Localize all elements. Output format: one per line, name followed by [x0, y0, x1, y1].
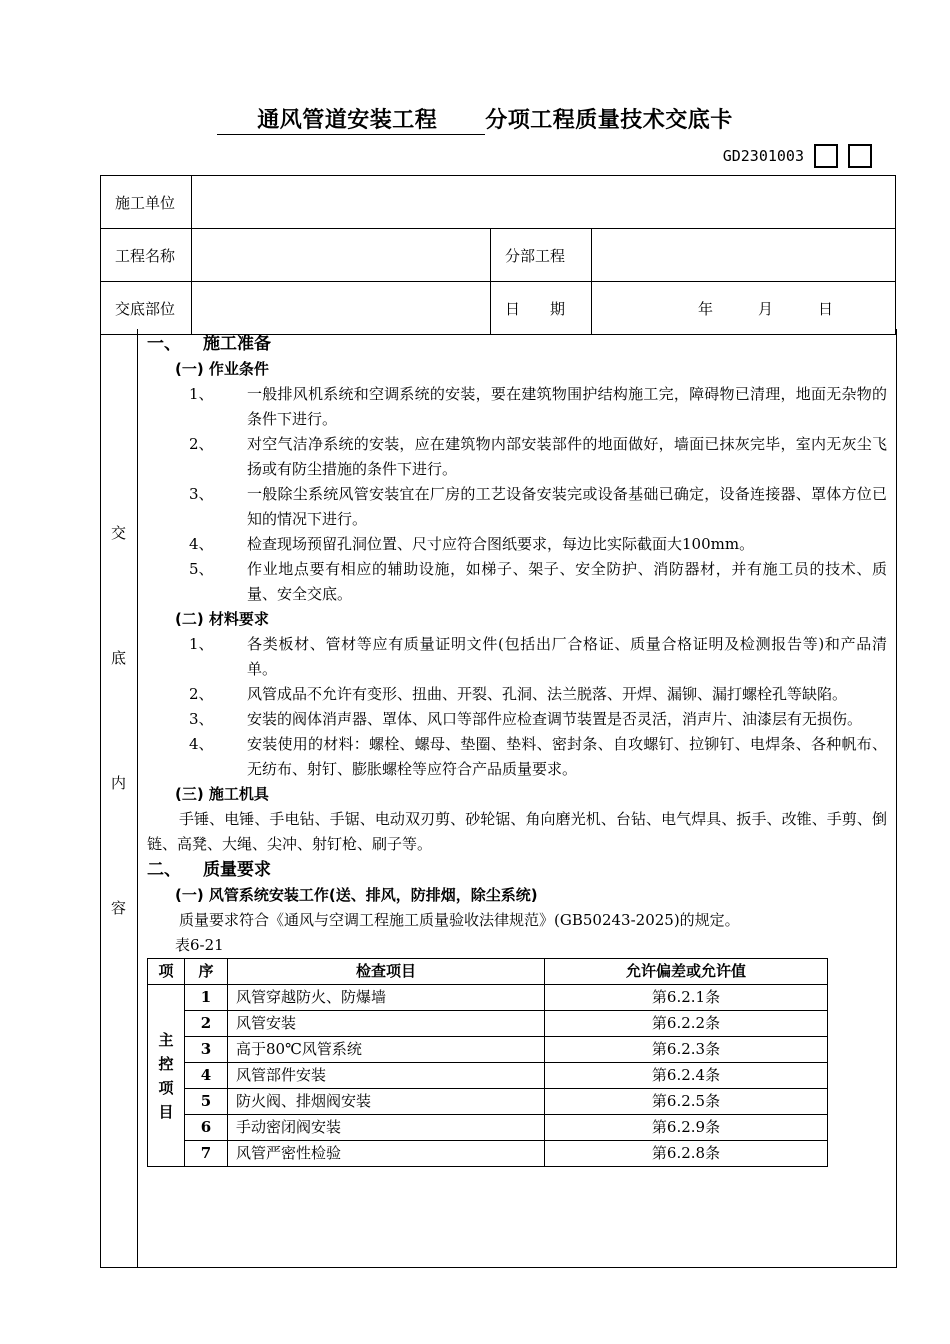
list-item: 2、 风管成品不允许有变形、扭曲、开裂、孔洞、法兰脱落、开焊、漏铆、漏打螺栓孔等缺陷。 [189, 685, 848, 703]
standard-paragraph: 质量要求符合《通风与空调工程施工质量验收法律规范》(GB50243-2025)的规定。 [179, 911, 740, 929]
division-field[interactable] [592, 229, 896, 282]
table-row: 6 手动密闭阀安装 第6.2.9条 [148, 1115, 828, 1141]
section-2-heading: 二、 质量要求 [147, 860, 271, 880]
list-item: 4、 安装使用的材料：螺栓、螺母、垫圈、垫料、密封条、自攻螺钉、拉铆钉、电焊条、各种帆布、无纺布、射钉、膨胀螺栓等应符合产品质量要求。 [189, 735, 887, 778]
side-char-1: 交 [110, 524, 126, 542]
document-code: GD2301003 [722, 147, 804, 165]
group-label-text: 主 控 项 目 [158, 1030, 174, 1121]
checkbox-1[interactable] [814, 144, 838, 168]
group-label [148, 985, 185, 1167]
list-item: 1、 各类板材、管材等应有质量证明文件(包括出厂合格证、质量合格证明及检测报告等)和产品清单。 [189, 635, 887, 678]
list-item: 1、 一般排风机系统和空调系统的安装，要在建筑物围护结构施工完，障碍物已清理，地面无杂物的条件下进行。 [189, 385, 887, 428]
document-title [0, 103, 950, 135]
table-row: 4 风管部件安装 第6.2.4条 [148, 1063, 828, 1089]
unit-field[interactable] [192, 176, 896, 229]
col-header: 允许偏差或允许值 [545, 959, 828, 985]
division-label: 分部工程 [491, 229, 592, 282]
section-1a-heading: (一) 作业条件 [175, 360, 269, 378]
table-row: 主 控 项 目 1 风管穿越防火、防爆墙 第6.2.1条 [148, 985, 828, 1011]
list-item: 3、 安装的阀体消声器、罩体、风口等部件应检查调节装置是否灵活，消声片、油漆层有无损伤。 [189, 710, 863, 728]
section-1-heading: 一、 施工准备 [147, 334, 271, 354]
table-row: 5 防火阀、排烟阀安装 第6.2.5条 [148, 1089, 828, 1115]
project-title: 通风管道安装工程 [217, 103, 485, 135]
date-label: 日 期 [491, 282, 592, 335]
project-field[interactable] [192, 229, 491, 282]
table-label: 表6-21 [175, 936, 224, 954]
list-item: 3、 一般除尘系统风管安装宜在厂房的工艺设备安装完或设备基础已确定，设备连接器、罩体方位已知的情况下进行。 [189, 485, 887, 528]
col-header: 项 [148, 959, 185, 985]
title-suffix: 分项工程质量技术交底卡 [485, 108, 733, 133]
content [147, 331, 887, 1167]
table-row: 2 风管安装 第6.2.2条 [148, 1011, 828, 1037]
project-label: 工程名称 [101, 229, 192, 282]
table-row: 7 风管严密性检验 第6.2.8条 [148, 1141, 828, 1167]
side-char-4: 容 [110, 899, 126, 917]
list-item: 5、 作业地点要有相应的辅助设施，如梯子、架子、安全防护、消防器材，并有施工员的技术、质量、安全交底。 [189, 560, 887, 603]
checkbox-2[interactable] [848, 144, 872, 168]
col-header: 检查项目 [228, 959, 545, 985]
section-2a-heading: (一) 风管系统安装工作(送、排风，防排烟，除尘系统) [175, 886, 538, 904]
section-1c-heading: (三) 施工机具 [175, 785, 269, 803]
list-item: 4、 检查现场预留孔洞位置、尺寸应符合图纸要求，每边比实际截面大100mm。 [189, 535, 755, 553]
side-char-3: 内 [110, 774, 126, 792]
location-label: 交底部位 [101, 282, 192, 335]
col-header: 序 [185, 959, 228, 985]
location-field[interactable] [192, 282, 491, 335]
table-row: 3 高于80℃风管系统 第6.2.3条 [148, 1037, 828, 1063]
side-label [100, 329, 138, 1267]
section-1b-heading: (二) 材料要求 [175, 610, 269, 628]
document-code-row [723, 144, 872, 168]
unit-label: 施工单位 [101, 176, 192, 229]
list-item: 2、 对空气洁净系统的安装，应在建筑物内部安装部件的地面做好，墙面已抹灰完毕，室内无灰尘飞扬或有防尘措施的条件下进行。 [189, 435, 887, 478]
date-field[interactable]: 年 月 日 [592, 282, 896, 335]
header-table [100, 175, 896, 335]
tools-paragraph: 手锤、电锤、手电钻、手锯、电动双刃剪、砂轮锯、角向磨光机、台钻、电气焊具、扳手、改锥、手剪、倒链、高凳、大绳、尖冲、射钉枪、刷子等。 [147, 810, 887, 853]
side-char-2: 底 [110, 649, 126, 667]
quality-table [147, 958, 828, 1167]
